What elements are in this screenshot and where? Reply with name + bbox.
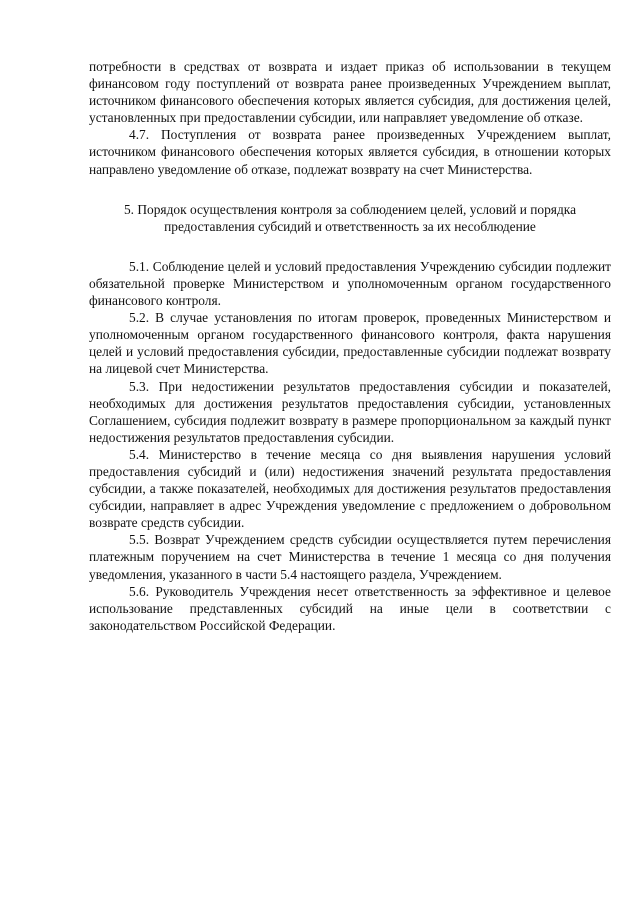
paragraph-5-1: 5.1. Соблюдение целей и условий предоставления Учреждению субсидии подлежит обязательной проверке Министерством и уполномоченным органом государственного финансового контроля. (89, 258, 611, 309)
paragraph-5-6: 5.6. Руководитель Учреждения несет ответственность за эффективное и целевое использование представленных субсидий на иные цели в соответствии с законодательством Российской Федерации. (89, 583, 611, 633)
section-5-heading: 5. Порядок осуществления контроля за соблюдением целей, условий и порядка предоставления субсидий и ответственность за их несоблюдение (123, 201, 577, 234)
paragraph-continuation: потребности в средствах от возврата и издает приказ об использовании в текущем финансовом году поступлений от возврата ранее произведенных Учреждением выплат, источником финансового обеспечения которых является субсидия, для достижения целей, установленных при предоставлении субсидии, или направляет уведомление об отказе. (89, 59, 611, 126)
paragraph-4-7: 4.7. Поступления от возврата ранее произведенных Учреждением выплат, источником финансового обеспечения которых является субсидия, в отношении которых направлено уведомление об отказе, подлежат возврату на счет Министерства. (89, 127, 611, 177)
paragraph-5-5: 5.5. Возврат Учреждением средств субсидии осуществляется путем перечисления платежным поручением на счет Министерства в течение 1 месяца со дня получения уведомления, указанного в части 5.4 настоящего раздела, Учреждением. (89, 532, 611, 582)
paragraph-5-4: 5.4. Министерство в течение месяца со дня выявления нарушения условий предоставления субсидий и (или) недостижения значений результата предоставления субсидии, а также показателей, необходимых для достижения результатов предоставления субсидии, направляет в адрес Учреждения уведомление с предложением о добровольном возврате средств субсидии. (89, 446, 611, 531)
document-page (89, 58, 611, 634)
paragraph-5-2: 5.2. В случае установления по итогам проверок, проведенных Министерством и уполномоченным органом государственного финансового контроля, факта нарушения целей и условий предоставления субсидии, предоставленные субсидии подлежат возврату на лицевой счет Министерства. (89, 310, 611, 377)
paragraph-5-3: 5.3. При недостижении результатов предоставления субсидии и показателей, необходимых для достижения результатов предоставления субсидии, установленных Соглашением, субсидия подлежит возврату в размере пропорциональном за каждый пункт недостижения результатов предоставления субсидии. (89, 378, 611, 445)
